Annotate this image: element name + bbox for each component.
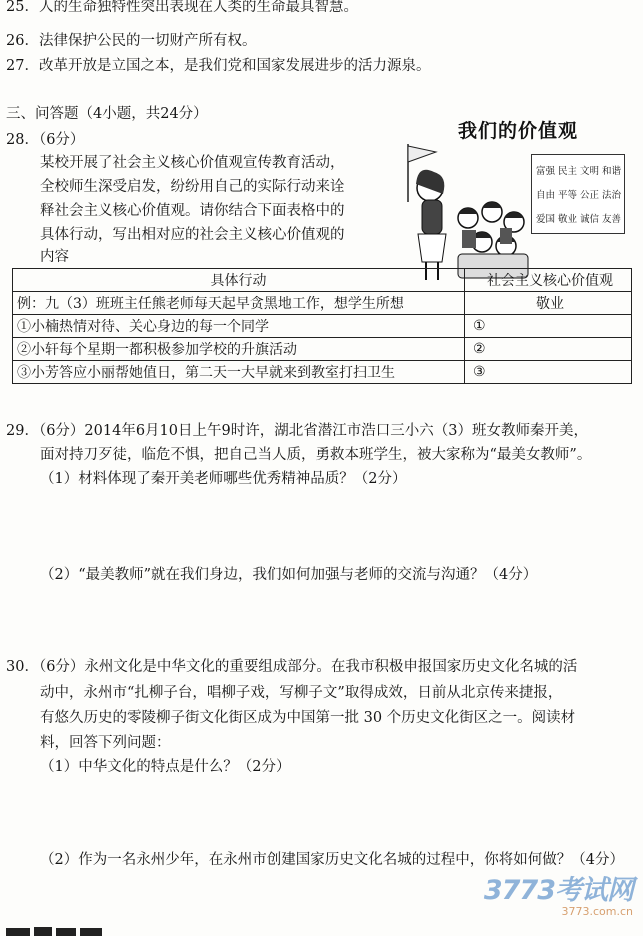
q30-sub-1: （1）中华文化的特点是什么？（2分） [40,759,291,775]
row-value: ① [465,315,632,338]
q30-sub-2: （2）作为一名永州少年，在永州市创建国家历史文化名城的过程中，你将如何做？（4分） [40,852,624,868]
values-list-box [531,154,625,234]
q28-line-3: 释社会主义核心价值观。请你结合下面表格中的 [40,203,345,219]
values-row-1: 富强 民主 文明 和谐 [536,166,622,177]
table-row [13,361,632,384]
header-value: 社会主义核心价值观 [465,269,632,292]
q30-line-1: 30．（6分）永州文化是中华文化的重要组成部分。在我市积极申报国家历史文化名城的活 [6,659,578,675]
watermark-url: 3773.com.cn [561,905,633,918]
row-action: 例：九（3）班班主任熊老师每天起早贪黑地工作，想学生所想 [13,292,465,315]
values-row-2: 自由 平等 公正 法治 [536,190,622,201]
q28-line-1: 某校开展了社会主义核心价值观宣传教育活动， [40,155,345,171]
values-row-3: 爱国 敬业 诚信 友善 [536,214,622,225]
q30-line-4: 料，回答下列问题： [40,735,171,751]
header-action: 具体行动 [13,269,465,292]
section-title: 三、问答题（4小题，共24分） [6,106,208,122]
item-26: 26．法律保护公民的一切财产所有权。 [6,33,257,49]
watermark-logo: 3773考试网 [483,875,633,906]
q30-line-3: 有悠久历史的零陵柳子街文化街区成为中国第一批 30 个历史文化街区之一。阅读材 [40,710,576,726]
q30-line-2: 动中，永州市“扎柳子台，唱柳子戏，写柳子文”取得成效，日前从北京传来捷报， [40,685,563,701]
poster-title: 我们的价值观 [458,120,579,142]
values-poster [388,108,630,264]
table-row [13,315,632,338]
cut-off-heading [0,924,130,936]
row-value: ② [465,338,632,361]
values-table [12,268,632,384]
q28-line-4: 具体行动，写出相对应的社会主义核心价值观的 [40,227,345,243]
item-25: 25．人的生命独特性突出表现在人类的生命最具智慧。 [6,0,358,15]
q28-line-5: 内容 [40,249,69,265]
q29-line-2: 面对持刀歹徒，临危不惧，把自己当人质，勇救本班学生，被大家称为“最美女教师”。 [40,447,592,463]
q29-sub-1: （1）材料体现了秦开美老师哪些优秀精神品质？（2分） [40,471,407,487]
item-27: 27．改革开放是立国之本，是我们党和国家发展进步的活力源泉。 [6,58,431,74]
watermark [484,868,633,918]
row-value: ③ [465,361,632,384]
table-header-row [13,269,632,292]
table-row [13,338,632,361]
q29-line-1: 29．（6分）2014年6月10日上午9时许，湖北省潜江市浩口三小六（3）班女教师秦开美， [6,423,588,439]
row-action: ①小楠热情对待、关心身边的每一个同学 [13,315,465,338]
q28-line-2: 全校师生深受启发，纷纷用自己的实际行动来诠 [40,179,345,195]
q29-sub-2: （2）“最美教师”就在我们身边，我们如何加强与老师的交流与沟通？（4分） [40,567,538,583]
table-row [13,292,632,315]
row-action: ②小轩每个星期一都积极参加学校的升旗活动 [13,338,465,361]
row-action: ③小芳答应小丽帮她值日，第二天一大早就来到教室打扫卫生 [13,361,465,384]
row-value: 敬业 [465,292,632,315]
q28-number: 28．（6分） [6,132,85,148]
